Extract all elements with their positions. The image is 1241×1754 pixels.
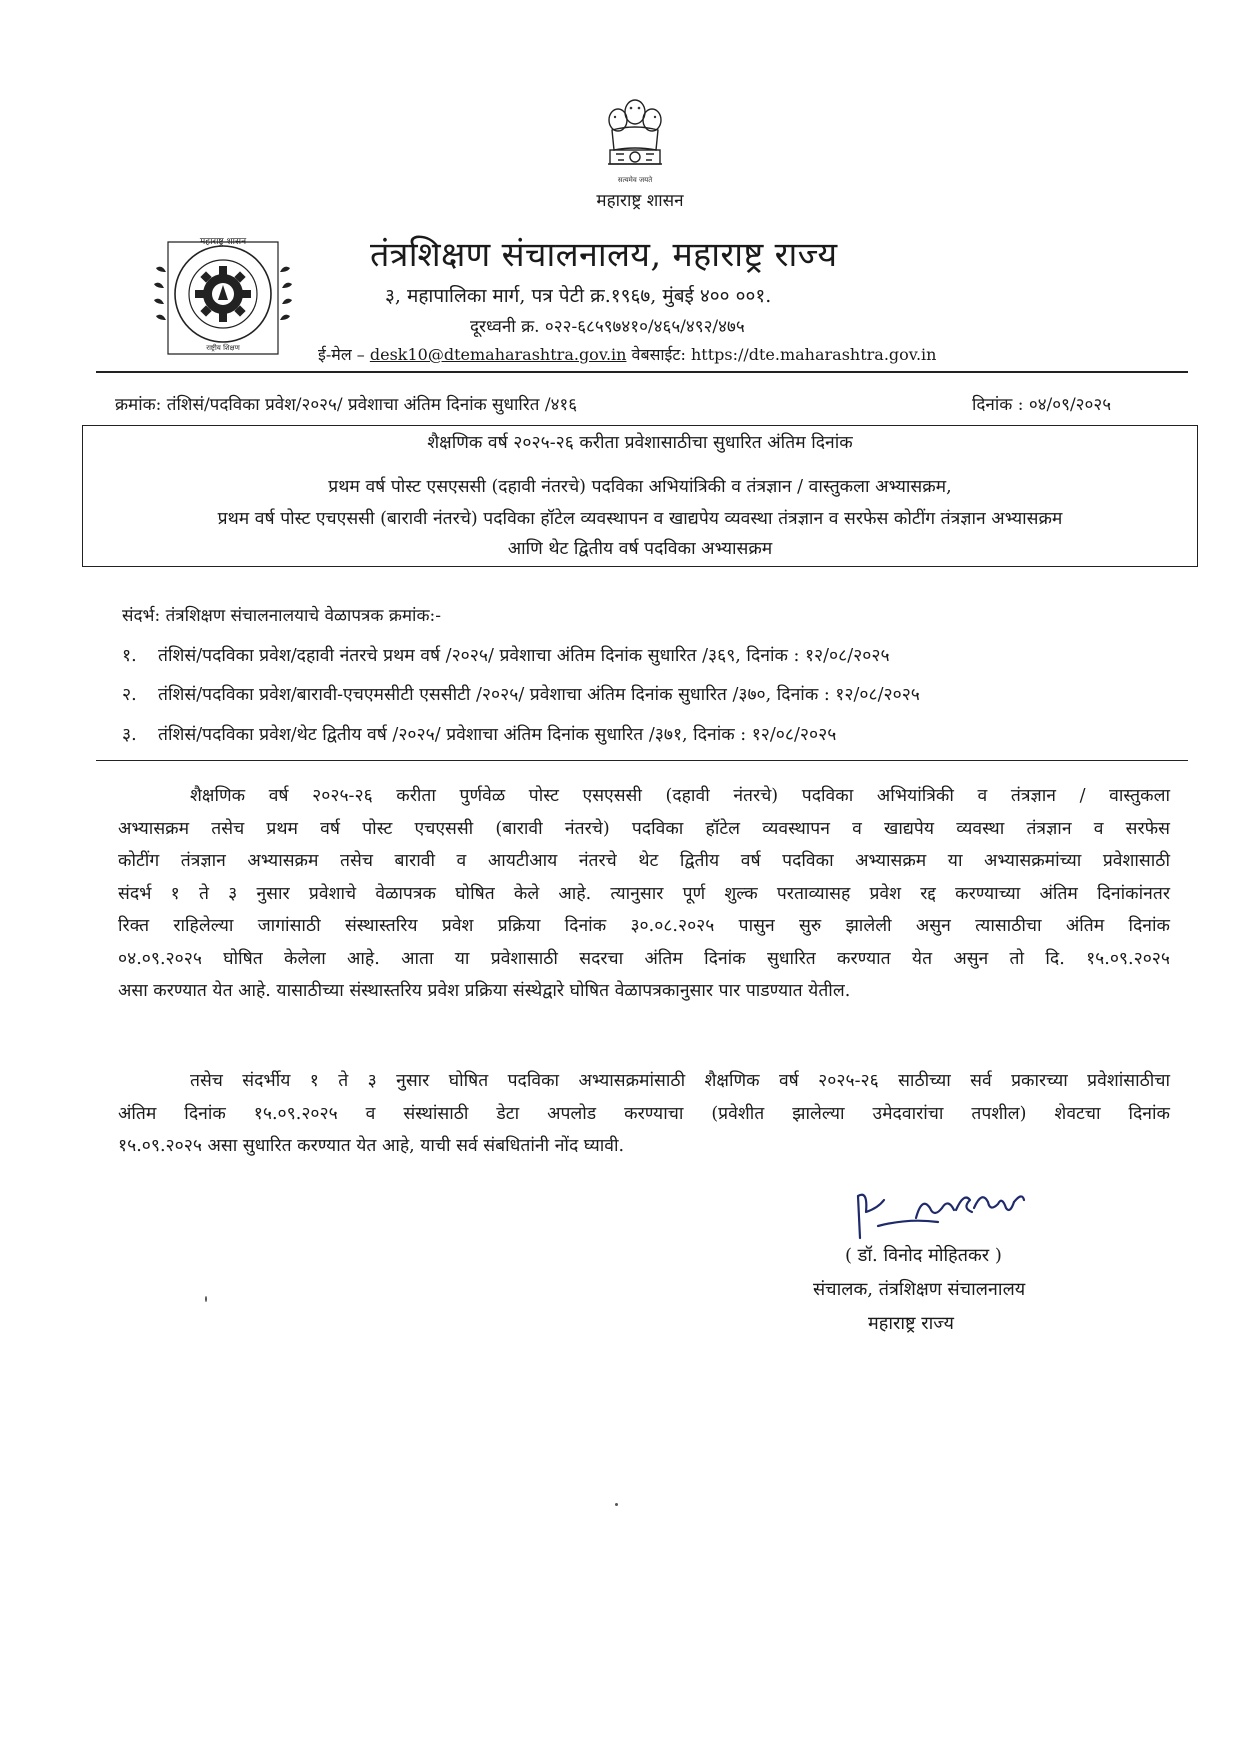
reference-item — [122, 682, 920, 706]
department-logo — [148, 222, 298, 372]
svg-text:राष्ट्रीय शिक्षण: राष्ट्रीय शिक्षण — [206, 344, 240, 352]
paragraph-line: संदर्भ १ ते ३ नुसार प्रवेशाचे वेळापत्रक घोषित केले आहे. त्यानुसार पूर्ण शुल्क परताव्यासह प्रवेश रद्द करण्याच्या अंतिम दिनांकांनतर — [118, 883, 1170, 904]
organization-name: तंत्रशिक्षण संचालनालय, महाराष्ट्र राज्य — [370, 235, 838, 275]
svg-text:महाराष्ट्र शासन: महाराष्ट्र शासन — [199, 237, 247, 247]
paragraph-line: शैक्षणिक वर्ष २०२५-२६ करीता पुर्णवेळ पोस्ट एसएससी (दहावी नंतरचे) पदविका अभियांत्रिकी व तंत्रज्ञान / वास्तुकला — [190, 786, 1170, 806]
organization-address: ३, महापालिका मार्ग, पत्र पेटी क्र.१९६७, मुंबई ४०० ००१. — [385, 285, 772, 307]
paragraph-line: रिक्त राहिलेल्या जागांसाठी संस्थास्तरिय प्रवेश प्रक्रिया दिनांक ३०.०८.२०२५ पासुन सुरु झालेली असुन त्यासाठीचा अंतिम दिनांक — [118, 916, 1170, 936]
subject-line: प्रथम वर्ष पोस्ट एचएससी (बारावी नंतरचे) पदविका हॉटेल व्यवस्थापन व खाद्यपेय व्यवस्था तंत्रज्ञान व सरफेस कोटींग तंत्रज्ञान अभ्यासक्रम — [217, 509, 1063, 529]
reference-text: तंशिसं/पदविका प्रवेश/दहावी नंतरचे प्रथम वर्ष /२०२५/ प्रवेशाचा अंतिम दिनांक सुधारित /३६९, दिनांक : १२/०८/२०२५ — [158, 646, 890, 666]
paragraph-line: अभ्यासक्रम तसेच प्रथम वर्ष पोस्ट एचएससी (बारावी नंतरचे) पदविका हॉटेल व्यवस्थापन व खाद्यपेय व्यवस्था तंत्रज्ञान व सरफेस — [118, 818, 1170, 839]
handwritten-signature — [838, 1178, 1078, 1248]
reference-item — [122, 643, 890, 667]
subject-line: शैक्षणिक वर्ष २०२५-२६ करीता प्रवेशासाठीचा सुधारित अंतिम दिनांक — [427, 433, 853, 453]
paragraph-line: अंतिम दिनांक १५.०९.२०२५ व संस्थांसाठी डेटा अपलोड करण्याचा (प्रवेशीत झालेल्या उमेदवारांचा तपशील) शेवटचा दिनांक — [118, 1103, 1170, 1124]
paragraph-line: १५.०९.२०२५ असा सुधारित करण्यात येत आहे, याची सर्व संबधितांनी नोंद घ्यावी. — [118, 1136, 625, 1156]
paragraph-line: तसेच संदर्भीय १ ते ३ नुसार घोषित पदविका अभ्यासक्रमांसाठी शैक्षणिक वर्ष २०२५-२६ साठीच्या सर्व प्रकारच्या प्रवेशांसाठीचा — [190, 1071, 1170, 1091]
reference-number: क्रमांक: तंशिसं/पदविका प्रवेश/२०२५/ प्रवेशाचा अंतिम दिनांक सुधारित /४१६ — [115, 395, 578, 415]
reference-number-label: २. — [122, 685, 137, 705]
reference-number-label: ३. — [122, 725, 137, 745]
contact-line — [318, 343, 936, 365]
signatory-title: संचालक, तंत्रशिक्षण संचालनालय — [813, 1279, 1026, 1300]
reference-item — [122, 722, 836, 746]
email-link[interactable]: desk10@dtemaharashtra.gov.in — [369, 345, 627, 364]
scan-speck — [615, 1503, 618, 1506]
body-paragraph-1 — [118, 780, 1170, 1008]
organization-phone: दूरध्वनी क्र. ०२२-६८५९७४१०/४६५/४९२/४७५ — [470, 317, 745, 337]
subject-box — [82, 425, 1198, 567]
signatory-state: महाराष्ट्र राज्य — [868, 1313, 955, 1334]
paragraph-line: ०४.०९.२०२५ घोषित केलेला आहे. आता या प्रवेशासाठी सदरचा अंतिम दिनांक सुधारित करण्यात येत असुन तो दि. १५.०९.२०२५ — [118, 948, 1170, 969]
scan-speck — [205, 1296, 207, 1302]
reference-text: तंशिसं/पदविका प्रवेश/बारावी-एचएमसीटी एससीटी /२०२५/ प्रवेशाचा अंतिम दिनांक सुधारित /३७०, दिनांक : १२/०८/२०२५ — [158, 685, 920, 705]
paragraph-line: असा करण्यात येत आहे. यासाठीच्या संस्थास्तरिय प्रवेश प्रक्रिया संस्थेद्वारे घोषित वेळापत्रकानुसार पार पाडण्यात येतील. — [118, 981, 851, 1001]
gear-logo-icon — [148, 222, 298, 372]
signature-icon — [838, 1178, 1078, 1248]
government-label: महाराष्ट्र शासन — [596, 191, 684, 211]
reference-number-label: १. — [122, 646, 137, 666]
website-link[interactable]: https://dte.maharashtra.gov.in — [690, 345, 937, 364]
references-heading: संदर्भ: तंत्रशिक्षण संचालनालयाचे वेळापत्रक क्रमांक:- — [122, 606, 441, 626]
reference-text: तंशिसं/पदविका प्रवेश/थेट द्वितीय वर्ष /२०२५/ प्रवेशाचा अंतिम दिनांक सुधारित /३७१, दिनांक : १२/०८/२०२५ — [158, 725, 837, 745]
document-date: दिनांक : ०४/०९/२०२५ — [972, 395, 1112, 415]
section-divider — [96, 760, 1188, 761]
email-label: ई-मेल – — [318, 345, 370, 364]
paragraph-line: कोटींग तंत्रज्ञान अभ्यासक्रम तसेच बारावी व आयटीआय नंतरचे थेट द्वितीय वर्ष पदविका अभ्यासक्रम या अभ्यासक्रमांच्या प्रवेशासाठी — [118, 851, 1170, 871]
body-paragraph-2 — [118, 1065, 1170, 1163]
website-label: वेबसाईट: — [626, 345, 691, 364]
subject-line: प्रथम वर्ष पोस्ट एसएससी (दहावी नंतरचे) पदविका अभियांत्रिकी व तंत्रज्ञान / वास्तुकला अभ्यासक्रम, — [328, 477, 952, 497]
header-divider — [96, 371, 1188, 373]
svg-text:सत्यमेव जयते: सत्यमेव जयते — [617, 176, 653, 184]
signatory-name: ( डॉ. विनोद मोहितकर ) — [845, 1245, 1002, 1266]
subject-line: आणि थेट द्वितीय वर्ष पदविका अभ्यासक्रम — [507, 539, 773, 559]
